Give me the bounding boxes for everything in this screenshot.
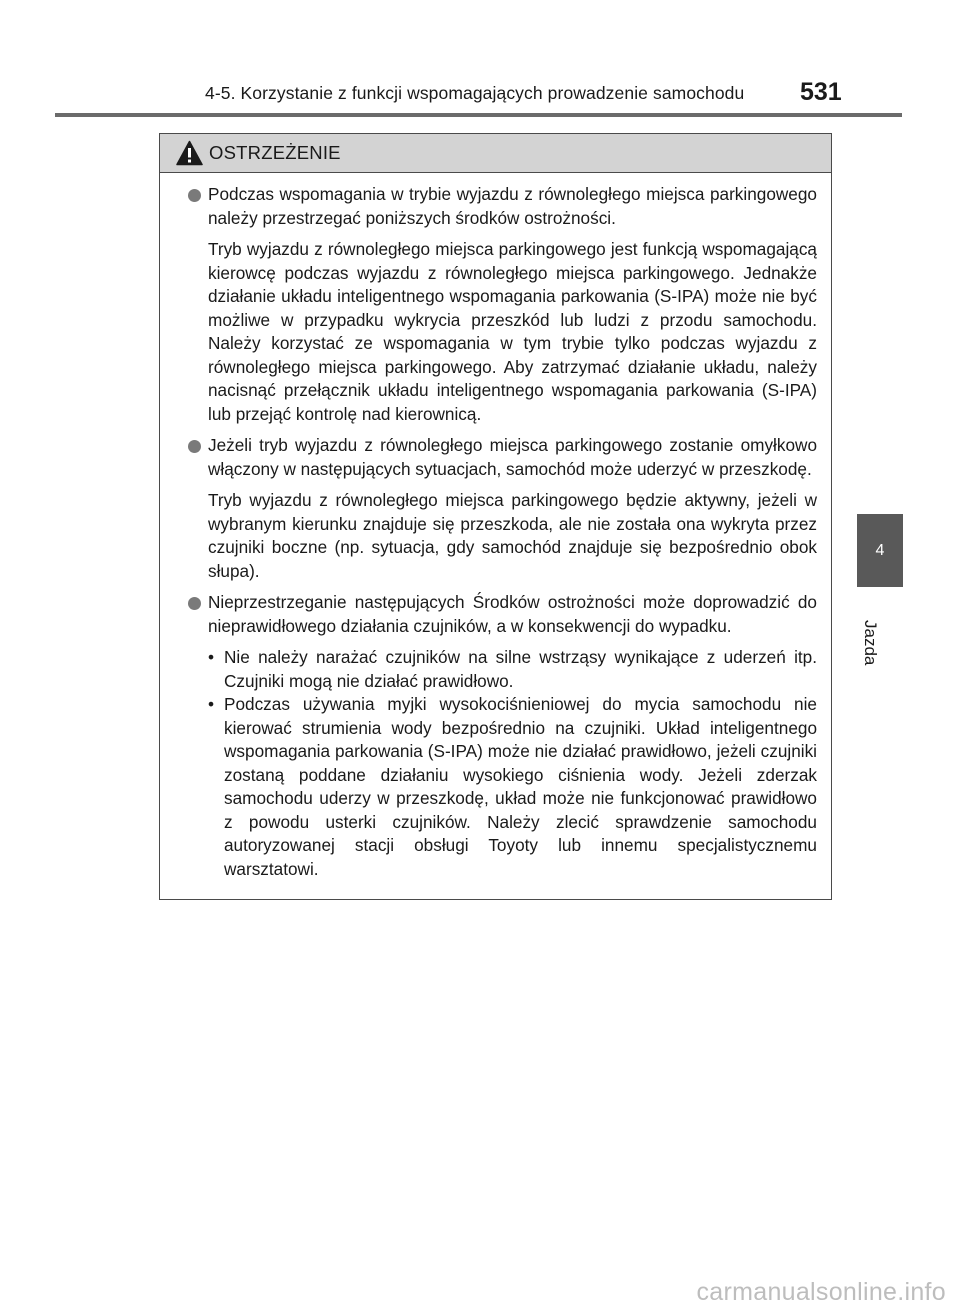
watermark: carmanualsonline.info <box>696 1278 946 1306</box>
list-item-text: Podczas używania myjki wysokociśnieniowej do mycia samochodu nie kierować strumienia wody bezpośrednio na czujniki. Układ inteligentnego wspomagania parkowania (S-IPA) może nie działać prawidłowo, jeżeli czujniki zostaną poddane działaniu wysokiego ciśnienia wody. Jeżeli zderzak samochodu uderzy w przeszkodę, układ może nie funkcjonować prawidłowo z powodu usterki czujników. Należy zlecić sprawdzenie samochodu autoryzowanej stacji obsługi Toyoty lub innemu specjalistycznemu warsztatowi. <box>224 694 817 879</box>
warning-body <box>160 173 831 881</box>
chapter-tab[interactable] <box>857 514 903 587</box>
warning-title: OSTRZEŻENIE <box>209 142 341 163</box>
bullet-dot-icon <box>188 597 201 610</box>
bullet-dot-icon <box>188 440 201 453</box>
bullet-dot-icon <box>188 189 201 202</box>
chapter-label: Jazda <box>861 620 880 666</box>
warning-header <box>160 134 831 173</box>
list-item <box>208 693 817 881</box>
list-item-text: Nie należy narażać czujników na silne wstrząsy wynikające z uderzeń itp. Czujniki mogą nie działać prawidłowo. <box>224 647 817 691</box>
explanation-paragraph: Tryb wyjazdu z równoległego miejsca parkingowego będzie aktywny, jeżeli w wybranym kierunku znajduje się przeszkoda, ale nie została ona wykryta przez czujniki boczne (np. sytuacja, gdy samochód znajduje się bezpośrednio obok słupa). <box>208 490 817 581</box>
bullet-text: Nieprzestrzeganie następujących Środków ostrożności może doprowadzić do nieprawidłowego działania czujników, a w konsekwencji do wypadku. <box>208 592 817 636</box>
bullet-item <box>188 591 817 638</box>
list-dot-icon: • <box>208 647 215 667</box>
section-title: 4-5. Korzystanie z funkcji wspomagających prowadzenie samochodu <box>205 83 745 103</box>
bullet-item <box>188 434 817 481</box>
warning-box <box>159 133 832 900</box>
explanation-paragraph: Tryb wyjazdu z równoległego miejsca parkingowego jest funkcją wspomagającą kierowcę podczas wyjazdu z równoległego miejsca parkingowego. Jednakże działanie układu inteligentnego wspomagania parkowania (S-IPA) może nie być możliwe w przypadku wykrycia przeszkód lub ludzi z przodu samochodu. Należy korzystać ze wspomagania w tym trybie tylko podczas wyjazdu z równoległego miejsca parkingowego. Aby zatrzymać działanie układu, należy nacisnąć przełącznik układu inteligentnego wspomagania parkowania (S-IPA) lub przejąć kontrolę nad kierownicą. <box>208 239 817 424</box>
bullet-item <box>188 183 817 230</box>
page-number: 531 <box>800 78 842 106</box>
header-divider <box>55 113 902 117</box>
chapter-number: 4 <box>875 541 885 559</box>
bullet-text: Podczas wspomagania w trybie wyjazdu z równoległego miejsca parkingowego należy przestrzegać poniższych środków ostrożności. <box>208 184 817 228</box>
list-item <box>208 646 817 693</box>
bullet-text: Jeżeli tryb wyjazdu z równoległego miejsca parkingowego zostanie omyłkowo włączony w następujących sytuacjach, samochód może uderzyć w przeszkodę. <box>208 435 817 479</box>
list-dot-icon: • <box>208 694 215 714</box>
warning-triangle-icon <box>176 140 203 166</box>
dash-list <box>188 646 817 881</box>
